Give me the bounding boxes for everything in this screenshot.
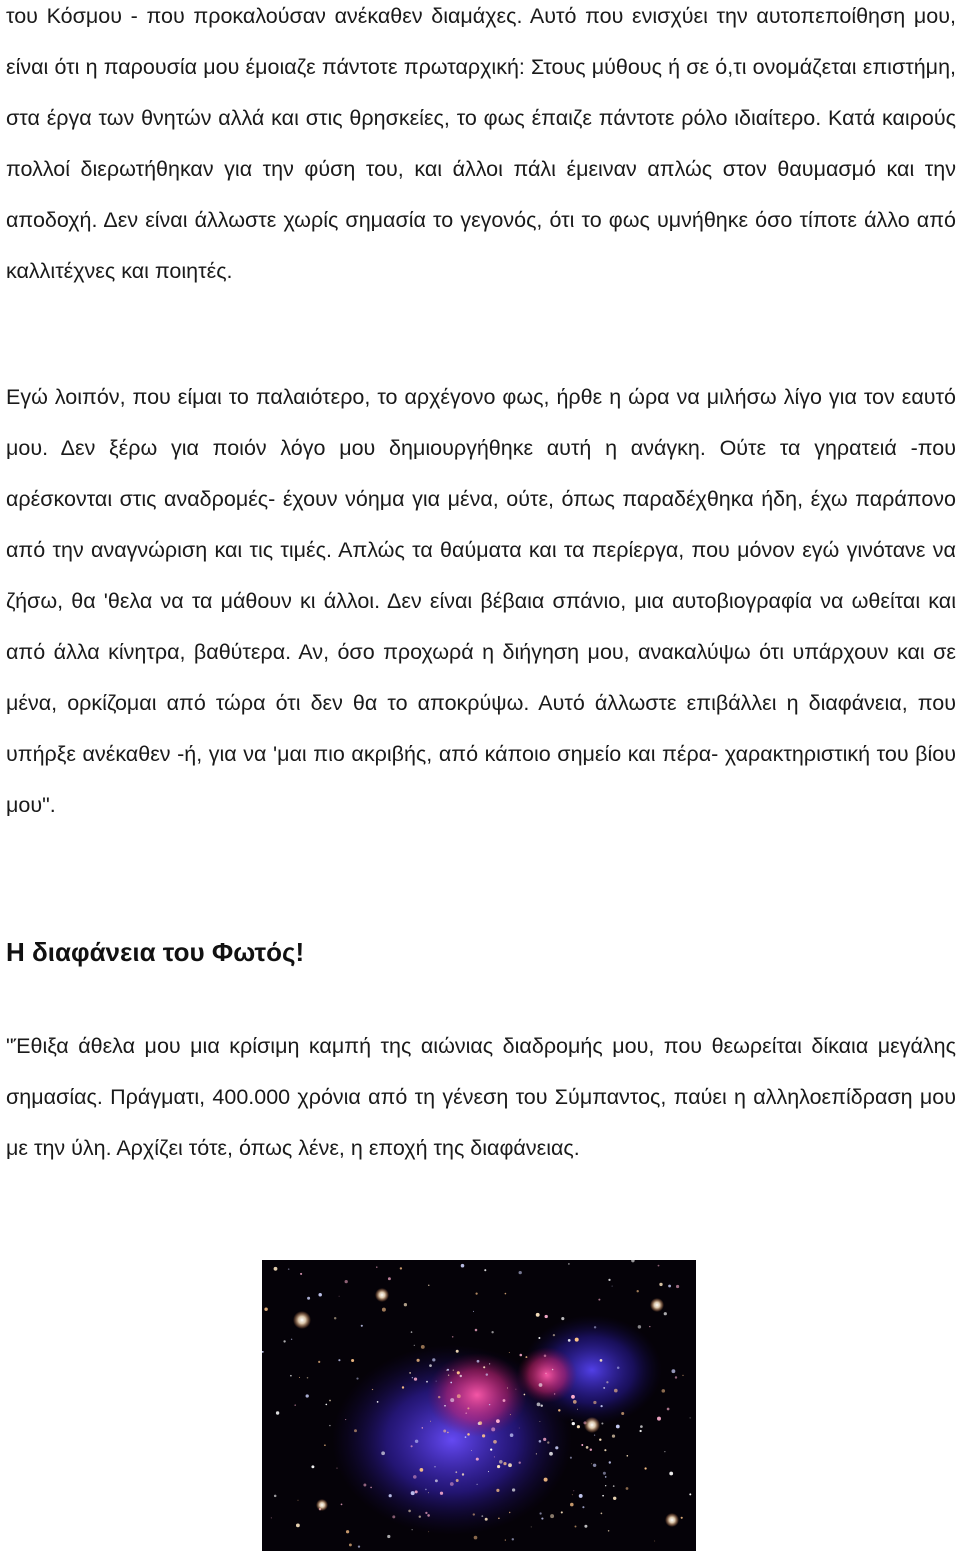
star xyxy=(558,1409,560,1411)
star xyxy=(456,1479,459,1482)
star xyxy=(294,1404,296,1406)
star xyxy=(413,1475,417,1479)
star xyxy=(450,1398,454,1402)
star xyxy=(640,1425,643,1428)
star xyxy=(473,1513,475,1515)
star xyxy=(349,1543,352,1546)
star xyxy=(539,1383,543,1387)
star xyxy=(415,1490,418,1493)
star xyxy=(476,1484,477,1485)
star xyxy=(547,1441,549,1443)
star xyxy=(638,1325,641,1328)
star xyxy=(457,1371,460,1374)
star xyxy=(460,1375,462,1377)
star xyxy=(414,1345,415,1346)
star xyxy=(598,1299,600,1301)
star xyxy=(553,1334,555,1336)
star xyxy=(478,1421,482,1425)
star xyxy=(561,1511,563,1513)
star xyxy=(412,1529,413,1530)
star xyxy=(491,1331,493,1333)
star xyxy=(689,1493,691,1495)
star xyxy=(274,1267,278,1271)
star xyxy=(276,1411,279,1414)
star xyxy=(334,1317,336,1319)
star xyxy=(590,1448,592,1450)
star xyxy=(462,1473,464,1475)
star xyxy=(456,1350,459,1353)
bright-star-2 xyxy=(375,1288,389,1302)
star xyxy=(453,1369,454,1370)
star xyxy=(606,1381,608,1383)
star xyxy=(545,1315,548,1318)
star xyxy=(271,1517,272,1518)
star xyxy=(675,1376,677,1378)
star xyxy=(491,1427,495,1431)
star xyxy=(581,1444,583,1446)
star xyxy=(568,1339,571,1342)
star xyxy=(682,1375,683,1376)
star xyxy=(345,1280,348,1283)
star xyxy=(450,1382,452,1384)
star xyxy=(577,1425,580,1428)
star xyxy=(572,1422,575,1425)
star xyxy=(337,1468,338,1469)
star xyxy=(621,1412,624,1415)
star xyxy=(667,1408,670,1411)
star xyxy=(593,1401,596,1404)
star xyxy=(318,1293,322,1297)
star xyxy=(639,1430,641,1432)
star xyxy=(644,1467,646,1469)
star xyxy=(662,1389,666,1393)
star xyxy=(536,1313,540,1317)
star xyxy=(657,1417,661,1421)
star xyxy=(654,1541,655,1542)
star xyxy=(402,1386,404,1388)
star xyxy=(339,1296,340,1297)
star xyxy=(291,1339,292,1340)
star xyxy=(510,1433,514,1437)
star xyxy=(668,1285,671,1288)
star xyxy=(593,1464,596,1467)
star xyxy=(299,1377,300,1378)
star xyxy=(296,1523,300,1527)
star xyxy=(363,1484,366,1487)
star xyxy=(356,1378,358,1380)
star xyxy=(605,1485,606,1486)
star xyxy=(376,1266,377,1267)
star xyxy=(512,1538,514,1540)
paragraph-2: Εγώ λοιπόν, που είμαι το παλαιότερο, το αρχέγονο φως, ήρθε η ώρα να μιλήσω λίγο για τον εαυτό μου. Δεν ξέρω για ποιόν λόγο μου δημιουργήθηκε αυτή η ανάγκη. Ούτε τα γηρατειά -που αρέσκονται στις αναδρομές- έχουν νόημα για μένα, ούτε, όπως παραδέχθηκα ήδη, έχω παράπονο από την αναγνώριση και τις τιμές. Απλώς τα θαύματα και τα περίεργα, που μόνον εγώ γινότανε να ζήσω, θα 'θελα να τα μάθουν κι άλλοι. Δεν είναι βέβαια σπάνιο, μια αυτοβιογραφία να ωθείται και από άλλα κίνητρα, βαθύτερα. Αν, όσο προχωρά η διήγηση μου, ανακαλύψω ότι υπάρχουν και σε μένα, ορκίζομαι από τώρα ότι δεν θα το αποκρύψω. Αυτό άλλωστε επιβάλλει η διαφάνεια, που υπήρξε ανέκαθεν -ή, για να 'μαι πιο ακριβής, από κάποιο σημείο και πέρα- χαρακτηριστική του βίου μου". xyxy=(6,385,956,817)
star xyxy=(476,1458,479,1461)
star xyxy=(637,1290,639,1292)
star xyxy=(422,1427,423,1428)
star xyxy=(600,1405,602,1407)
bright-star-6 xyxy=(665,1513,679,1527)
star xyxy=(382,1308,386,1312)
star xyxy=(488,1471,489,1472)
star xyxy=(525,1356,527,1358)
star xyxy=(361,1325,363,1327)
star xyxy=(616,1425,620,1429)
star xyxy=(306,1394,309,1397)
star xyxy=(455,1471,457,1473)
star xyxy=(601,1513,603,1515)
star xyxy=(447,1432,449,1434)
star xyxy=(489,1404,490,1405)
star xyxy=(519,1462,521,1464)
star xyxy=(490,1448,492,1450)
star xyxy=(370,1487,372,1489)
star xyxy=(669,1472,673,1476)
star xyxy=(573,1490,574,1491)
star xyxy=(288,1268,290,1270)
star xyxy=(503,1462,506,1465)
star xyxy=(613,1497,616,1500)
star xyxy=(664,1451,665,1452)
star xyxy=(450,1482,454,1486)
star xyxy=(448,1375,449,1376)
star xyxy=(626,1487,629,1490)
star xyxy=(411,1491,415,1495)
star xyxy=(649,1326,650,1327)
star xyxy=(552,1369,554,1371)
star xyxy=(476,1293,478,1295)
star xyxy=(421,1345,425,1349)
star xyxy=(603,1472,606,1475)
star xyxy=(570,1457,572,1459)
star xyxy=(509,1512,510,1513)
star xyxy=(505,1293,507,1295)
star xyxy=(297,1500,298,1501)
star xyxy=(324,1444,326,1446)
pink-gas-right xyxy=(517,1347,577,1403)
star xyxy=(543,1438,546,1441)
star xyxy=(389,1494,392,1497)
galaxy-cluster-image xyxy=(262,1260,696,1551)
pink-gas-left xyxy=(427,1353,527,1437)
star xyxy=(325,1404,327,1406)
star xyxy=(318,1361,320,1363)
star xyxy=(307,1297,310,1300)
star xyxy=(599,1438,601,1440)
star xyxy=(329,1400,331,1402)
star xyxy=(617,1367,620,1370)
star xyxy=(467,1433,470,1436)
star xyxy=(425,1489,427,1491)
star xyxy=(539,1440,542,1443)
star xyxy=(415,1440,418,1443)
star xyxy=(311,1465,314,1468)
star xyxy=(512,1488,515,1491)
star xyxy=(539,1512,541,1514)
star xyxy=(341,1504,343,1506)
star xyxy=(540,1404,542,1406)
star xyxy=(499,1460,503,1464)
section-heading: Η διαφάνεια του Φωτός! xyxy=(6,937,305,967)
star xyxy=(550,1514,554,1518)
star xyxy=(440,1492,443,1495)
star xyxy=(475,1329,478,1332)
star xyxy=(411,1331,413,1333)
star xyxy=(627,1455,629,1457)
star xyxy=(503,1399,506,1402)
star xyxy=(438,1396,440,1398)
star xyxy=(427,1514,430,1517)
star xyxy=(377,1401,379,1403)
star xyxy=(594,1434,595,1435)
star xyxy=(554,1393,555,1394)
star xyxy=(608,1530,610,1532)
star xyxy=(510,1414,511,1415)
star xyxy=(591,1463,592,1464)
star xyxy=(658,1265,660,1267)
star xyxy=(358,1545,360,1547)
star xyxy=(482,1434,485,1437)
star xyxy=(577,1409,578,1410)
star xyxy=(612,1434,615,1437)
star xyxy=(457,1394,461,1398)
star xyxy=(519,1271,522,1274)
star xyxy=(544,1355,547,1358)
star xyxy=(426,1381,428,1383)
star xyxy=(429,1364,432,1367)
star xyxy=(432,1358,435,1361)
star xyxy=(605,1476,607,1478)
star xyxy=(351,1359,354,1362)
star xyxy=(443,1430,446,1433)
star xyxy=(473,1311,474,1312)
star xyxy=(419,1515,421,1517)
star xyxy=(671,1369,675,1373)
star xyxy=(387,1535,390,1538)
star xyxy=(496,1489,499,1492)
bright-star-3 xyxy=(584,1417,600,1433)
star xyxy=(447,1369,449,1371)
star xyxy=(428,1531,429,1532)
star xyxy=(481,1515,483,1517)
paragraph-3: "Έθιξα άθελα μου μια κρίσιμη καμπή της αιώνιας διαδρομής μου, που θεωρείται δίκαια μεγάλης σημασίας. Πράγματι, 400.000 χρόνια από τη γένεση του Σύμπαντος, παύει η αλληλοεπίδραση μου με την ύλη. Αρχίζει τότε, όπως λένε, η εποχή της διαφάνειας. xyxy=(6,1034,956,1160)
star xyxy=(307,1377,309,1379)
star xyxy=(579,1494,583,1498)
star xyxy=(568,1263,570,1265)
star xyxy=(274,1495,277,1498)
star xyxy=(541,1518,543,1520)
star xyxy=(573,1400,577,1404)
star xyxy=(520,1354,523,1357)
star xyxy=(417,1359,420,1362)
star xyxy=(539,1421,540,1422)
star xyxy=(608,1279,610,1281)
star xyxy=(582,1506,584,1508)
star xyxy=(604,1449,606,1451)
paragraph-1: του Κόσμου - που προκαλούσαν ανέκαθεν διαμάχες. Αυτό που ενισχύει την αυτοπεποίθηση μου, είναι ότι η παρουσία μου έμοιαζε πάντοτε πρωταρχική: Στους μύθους ή σε ό,τι ονομάζεται επιστήμη, στα έργα των θνητών αλλά και στις θρησκείες, το φως έπαιζε πάντοτε ρόλο ιδιαίτερο. Κατά καιρούς πολλοί διερωτήθηκαν για την φύση του, και άλλοι πάλι έμειναν απλώς στον θαυμασμό και την αποδοχή. Δεν είναι άλλωστε χωρίς σημασία το γεγονός, ότι το φως υμνήθηκε όσο τίποτε άλλο από καλλιτέχνες και ποιητές. xyxy=(6,4,956,283)
star xyxy=(346,1530,349,1533)
star xyxy=(561,1317,564,1320)
star xyxy=(549,1452,553,1456)
star xyxy=(584,1525,587,1528)
star xyxy=(428,1285,429,1286)
star xyxy=(452,1336,454,1338)
star xyxy=(412,1377,413,1378)
star xyxy=(483,1366,485,1368)
star xyxy=(436,1381,437,1382)
star xyxy=(545,1373,547,1375)
star xyxy=(485,1518,488,1521)
star xyxy=(515,1389,516,1390)
star xyxy=(408,1510,411,1513)
star xyxy=(603,1387,605,1389)
star xyxy=(601,1422,603,1424)
star xyxy=(388,1277,391,1280)
star xyxy=(404,1303,407,1306)
star xyxy=(586,1446,589,1449)
star xyxy=(664,1312,667,1315)
star xyxy=(690,1417,691,1418)
star xyxy=(486,1373,488,1375)
star xyxy=(493,1440,497,1444)
star xyxy=(496,1419,500,1423)
star xyxy=(435,1479,438,1482)
star xyxy=(372,1389,373,1390)
star xyxy=(264,1307,267,1310)
star xyxy=(509,1352,510,1353)
star xyxy=(524,1394,526,1396)
star xyxy=(575,1526,577,1528)
star xyxy=(354,1429,357,1432)
star xyxy=(536,1453,537,1454)
star xyxy=(498,1518,500,1520)
star xyxy=(571,1395,575,1399)
bright-star-5 xyxy=(316,1499,328,1511)
star xyxy=(425,1512,427,1514)
star xyxy=(434,1466,435,1467)
star xyxy=(461,1264,465,1268)
star xyxy=(430,1421,431,1422)
star xyxy=(420,1468,424,1472)
star xyxy=(676,1285,679,1288)
star xyxy=(409,1372,411,1374)
star xyxy=(612,1286,613,1287)
star xyxy=(494,1456,495,1457)
star xyxy=(555,1446,558,1449)
star xyxy=(600,1359,603,1362)
star xyxy=(681,1517,683,1519)
star xyxy=(614,1389,618,1393)
star xyxy=(538,1337,540,1339)
star xyxy=(497,1465,500,1468)
star xyxy=(489,1363,490,1364)
star xyxy=(477,1360,480,1363)
star xyxy=(544,1478,548,1482)
star xyxy=(474,1536,478,1540)
star xyxy=(575,1338,579,1342)
star xyxy=(507,1387,508,1388)
star xyxy=(519,1428,520,1429)
star xyxy=(609,1461,611,1463)
star xyxy=(465,1412,467,1414)
star xyxy=(392,1515,395,1518)
star xyxy=(537,1403,541,1407)
star xyxy=(329,1425,330,1426)
star xyxy=(338,1359,340,1361)
galaxy-cluster-illustration xyxy=(262,1260,696,1551)
star xyxy=(428,1492,429,1493)
star xyxy=(467,1407,469,1409)
star xyxy=(613,1485,615,1487)
star xyxy=(444,1405,446,1407)
star xyxy=(345,1419,346,1420)
star xyxy=(570,1503,574,1507)
star xyxy=(465,1436,467,1438)
star xyxy=(602,1495,604,1497)
star xyxy=(572,1494,573,1495)
star xyxy=(411,1445,413,1447)
bright-star-1 xyxy=(293,1311,311,1329)
star xyxy=(508,1463,512,1467)
star xyxy=(505,1540,506,1541)
star xyxy=(531,1526,532,1527)
star xyxy=(300,1273,302,1275)
star xyxy=(290,1375,292,1377)
star xyxy=(571,1419,573,1421)
star xyxy=(594,1326,596,1328)
star xyxy=(659,1283,662,1286)
star xyxy=(484,1269,486,1271)
bright-star-4 xyxy=(650,1298,664,1312)
star xyxy=(400,1267,402,1269)
star xyxy=(283,1340,285,1342)
star xyxy=(471,1450,472,1451)
star xyxy=(381,1451,385,1455)
star xyxy=(414,1377,417,1380)
